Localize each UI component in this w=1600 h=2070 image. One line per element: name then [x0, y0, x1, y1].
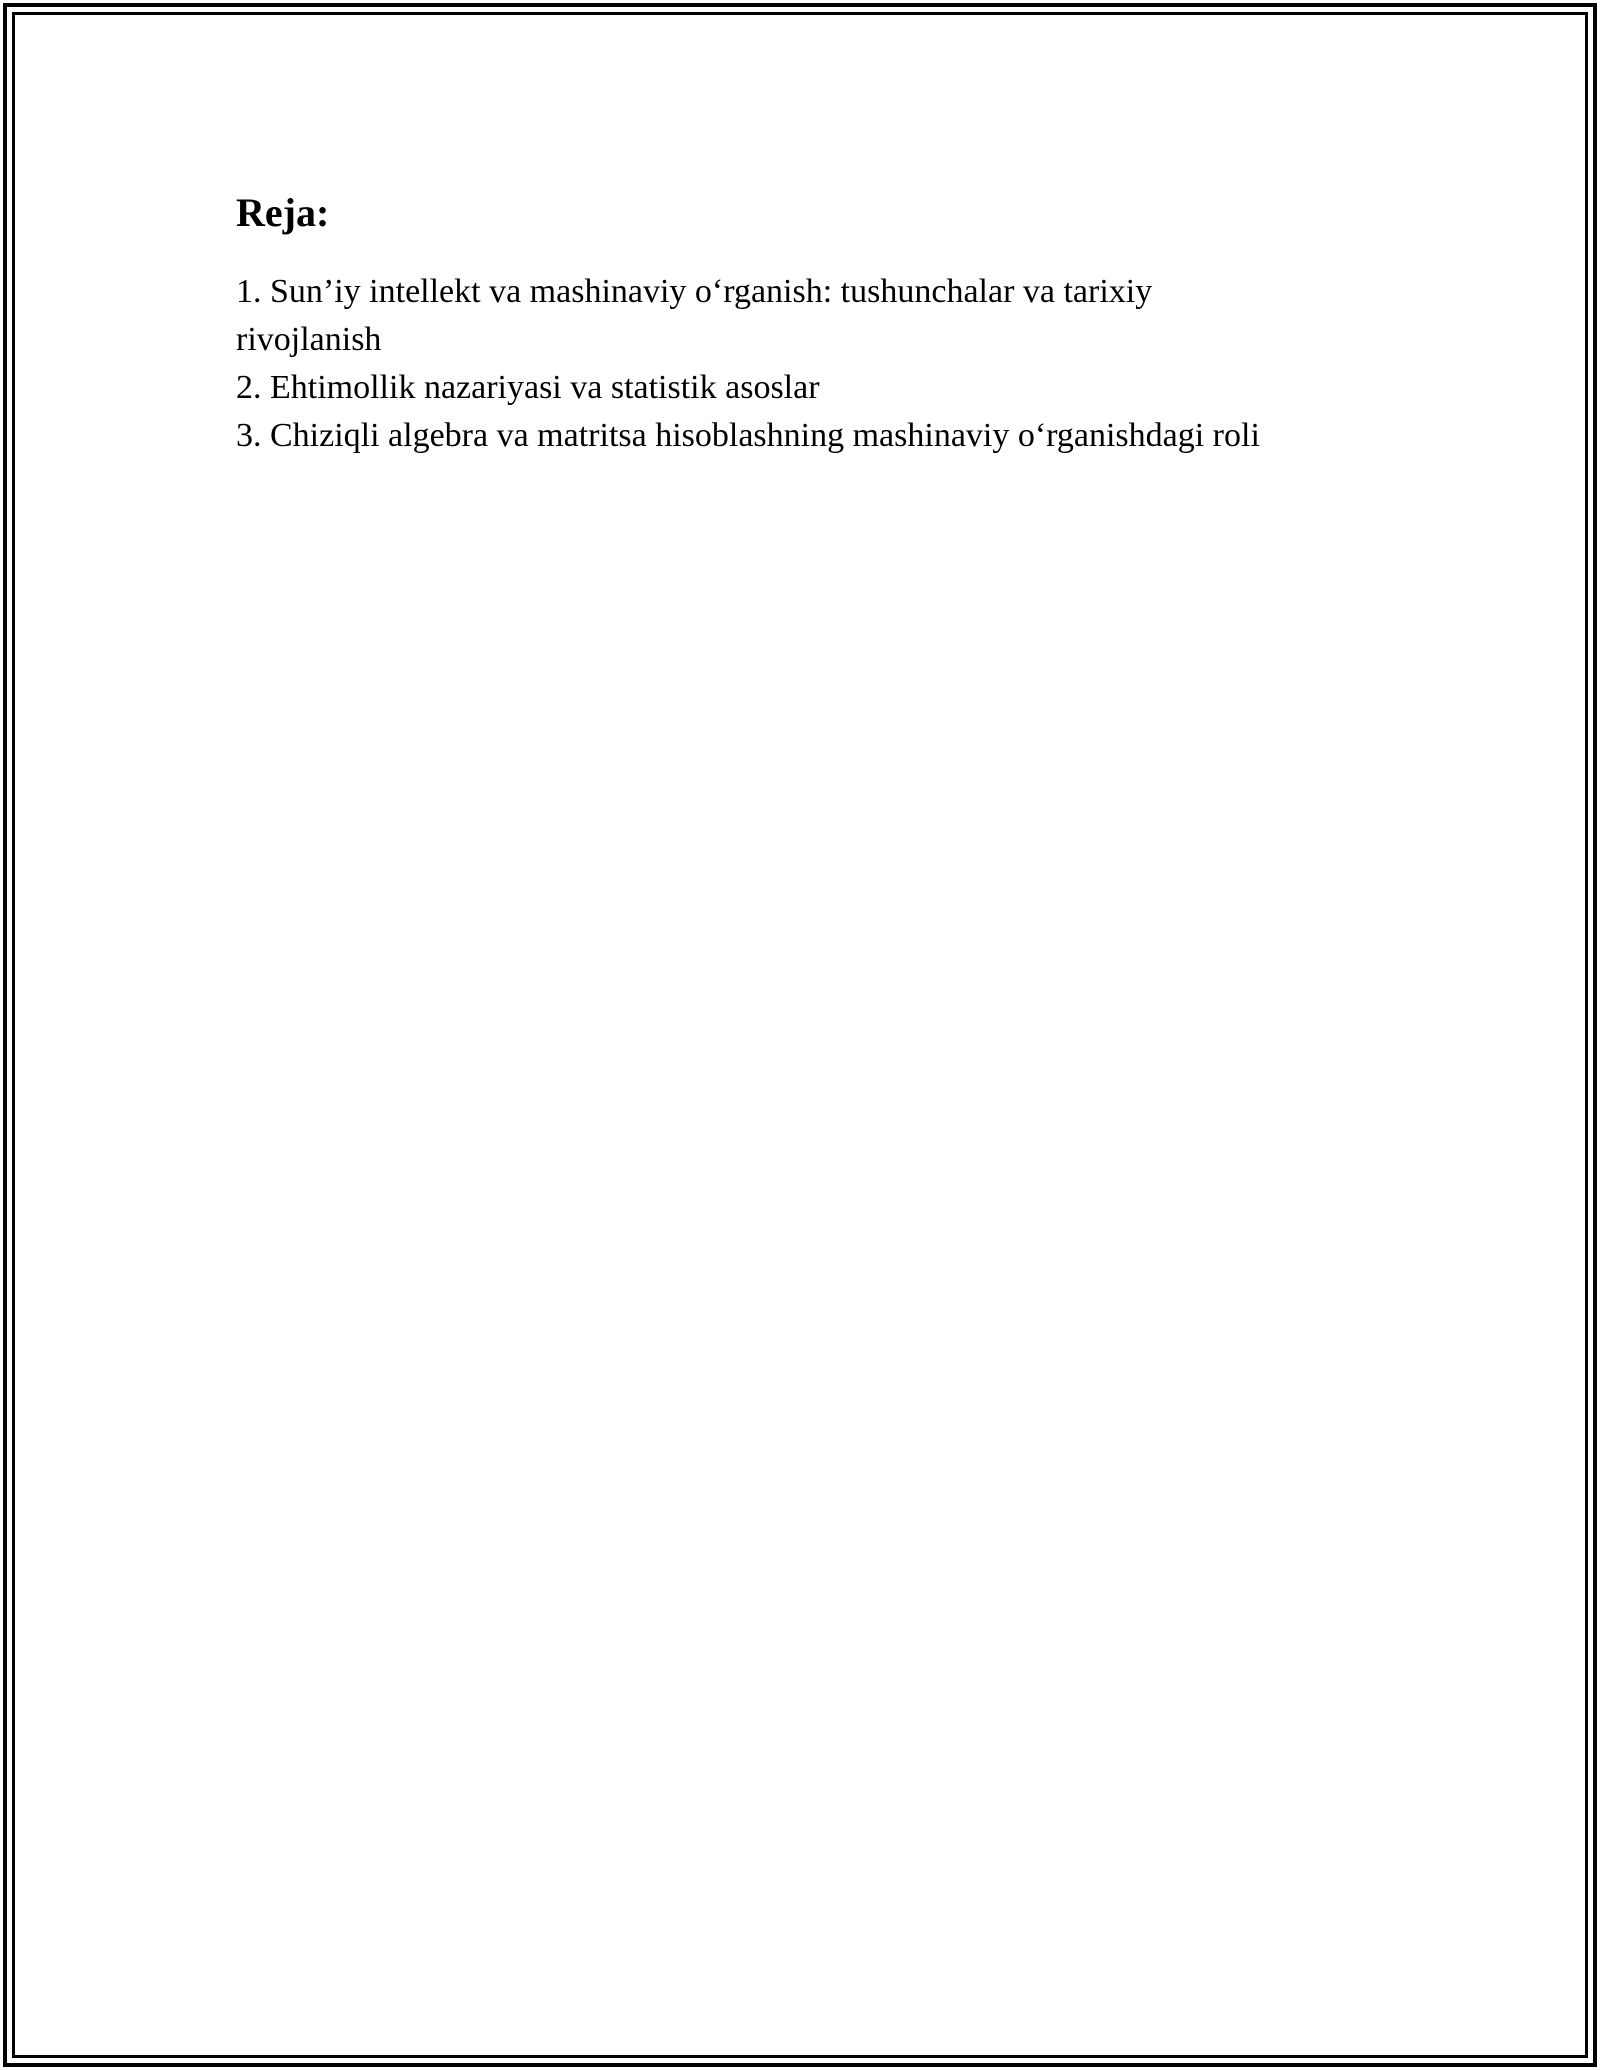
page-content [236, 188, 1376, 460]
plan-item-1: 1. Sun’iy intellekt va mashinaviy o‘rganish: tushunchalar va tarixiy rivojlanish [236, 273, 1153, 358]
page-heading: Reja: [236, 190, 330, 235]
plan-item-3: 3. Chiziqli algebra va matritsa hisoblashning mashinaviy o‘rganishdagi roli [236, 417, 1260, 454]
plan-item-2: 2. Ehtimollik nazariyasi va statistik asoslar [236, 369, 820, 406]
plan-list [236, 268, 1376, 460]
